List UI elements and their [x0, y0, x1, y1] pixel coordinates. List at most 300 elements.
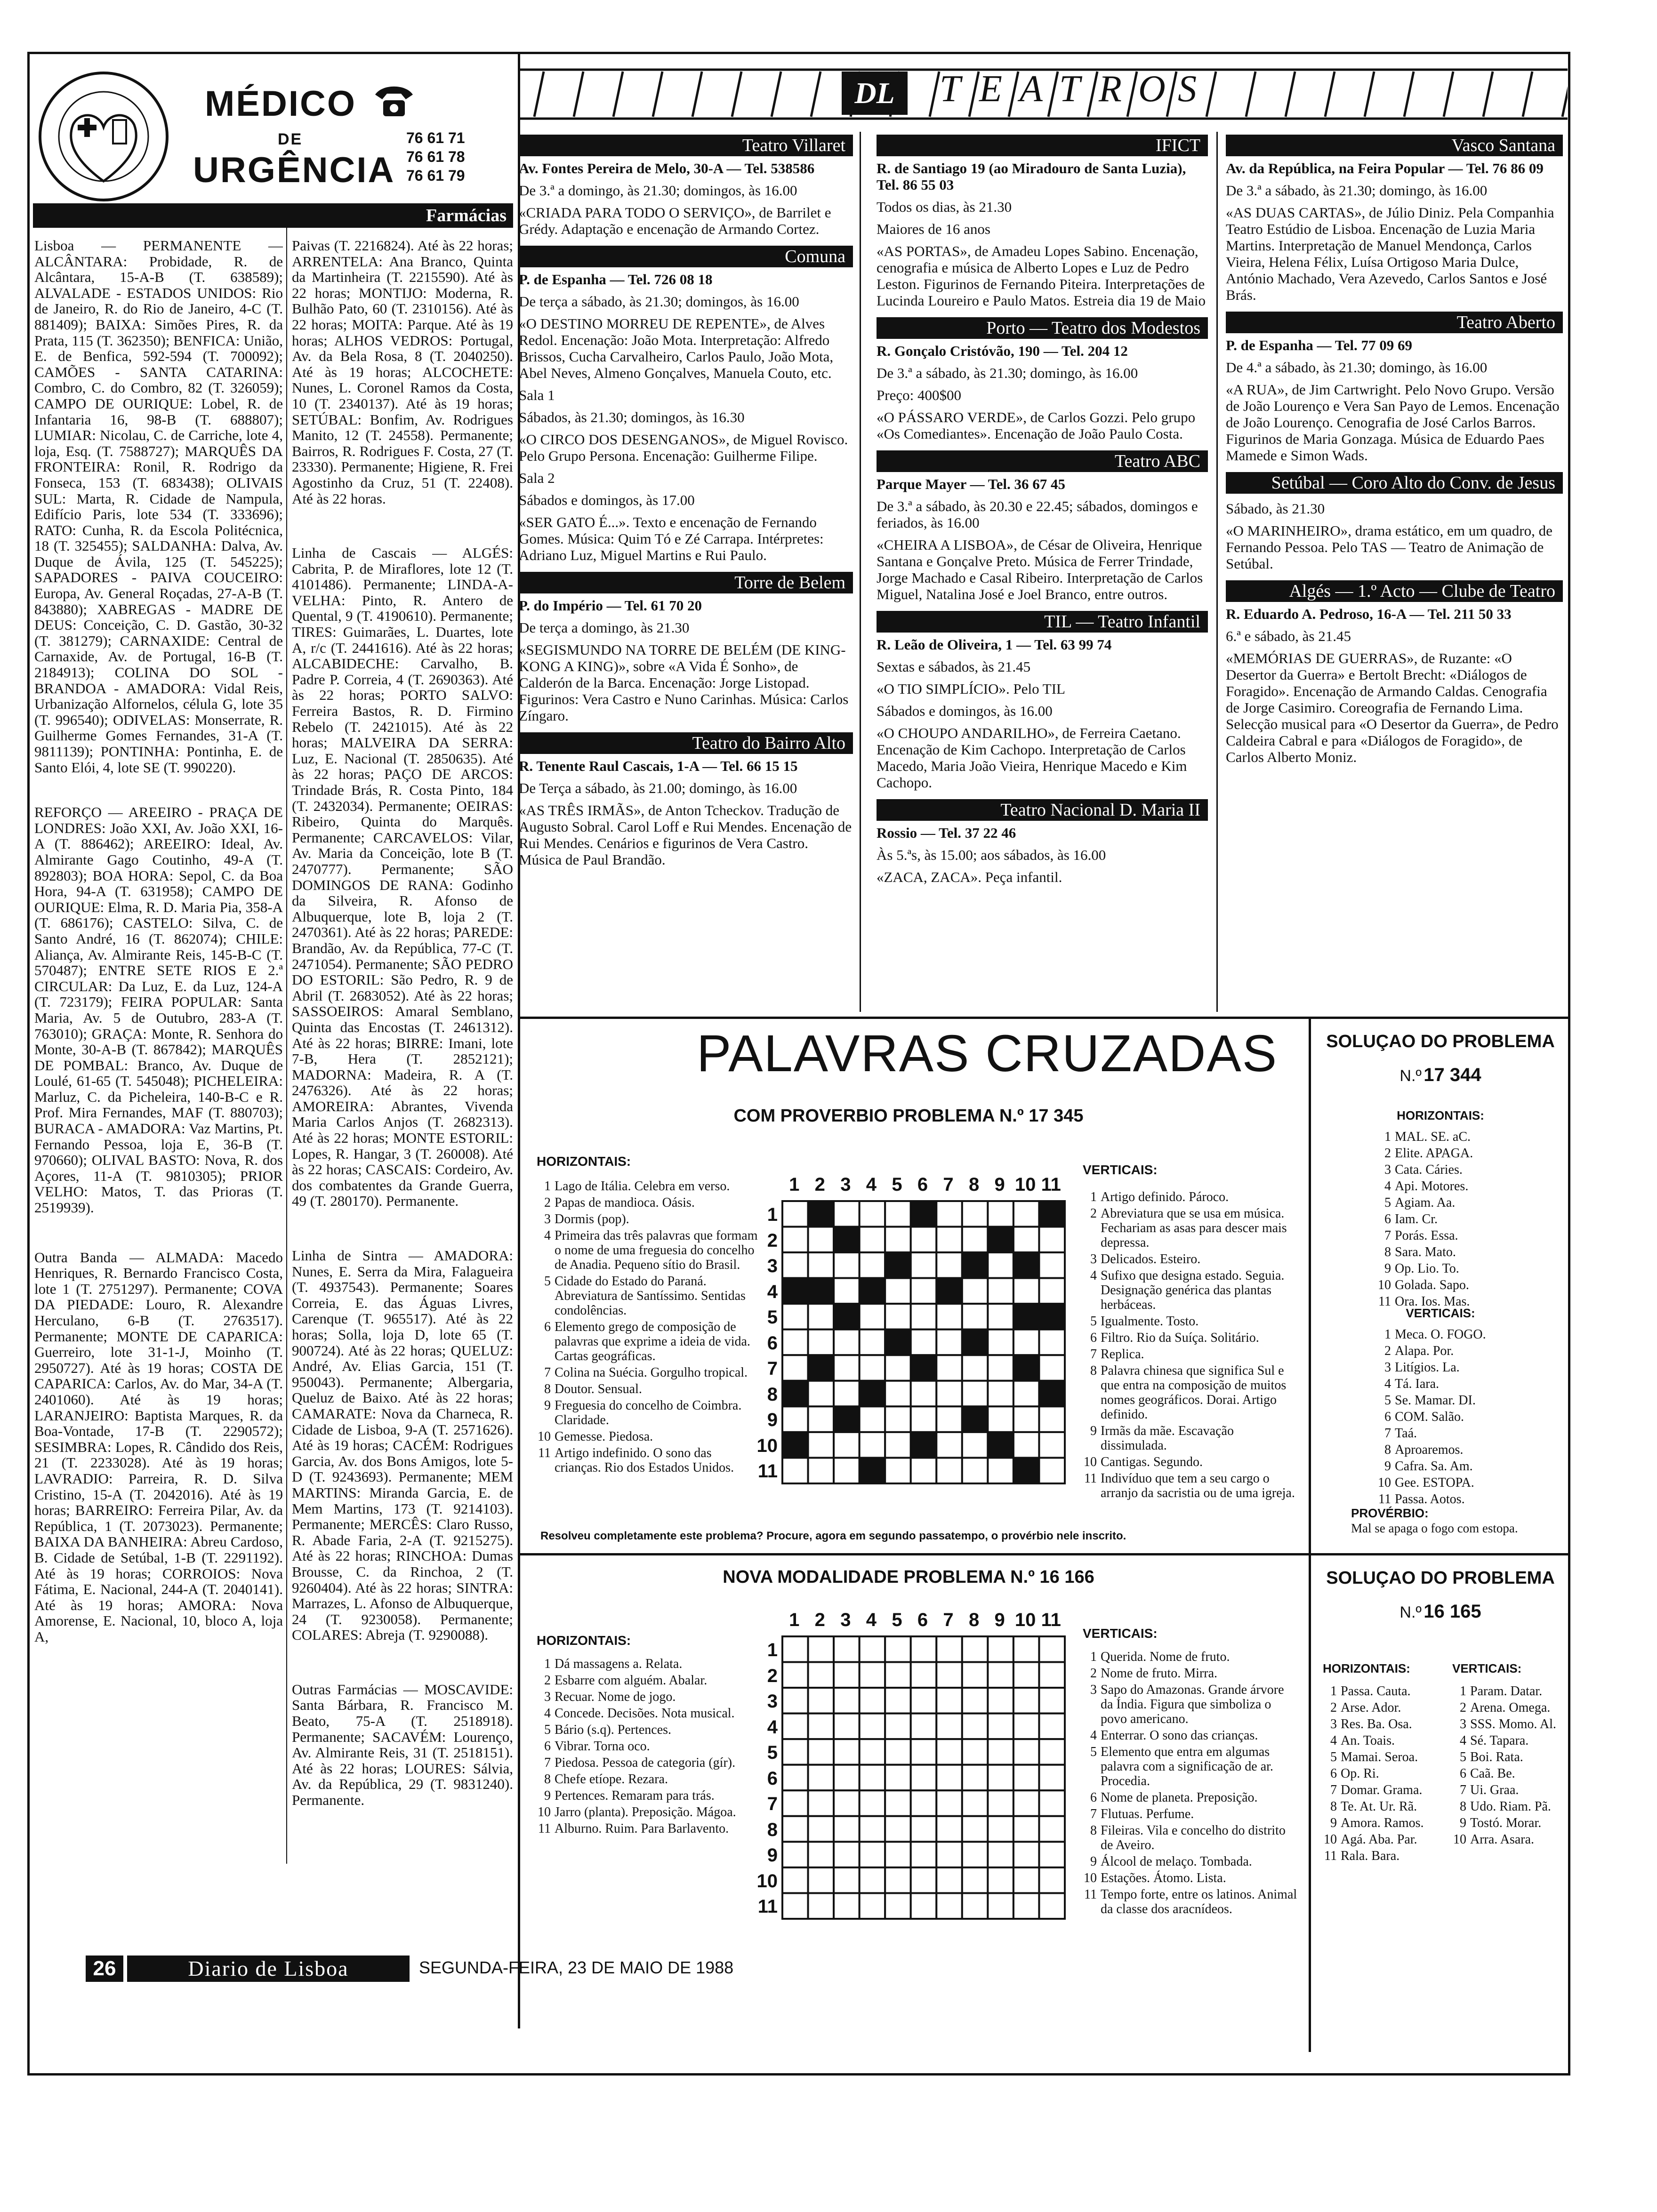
grid-cell[interactable]	[911, 1252, 937, 1278]
clue-text: Iam. Cr.	[1395, 1212, 1438, 1226]
grid-cell[interactable]	[834, 1252, 860, 1278]
grid-cell[interactable]	[1014, 1816, 1039, 1842]
grid-cell-black[interactable]	[860, 1278, 885, 1304]
grid-cell[interactable]	[808, 1458, 834, 1483]
grid-cell[interactable]	[936, 1381, 962, 1407]
grid-cell[interactable]	[936, 1688, 962, 1714]
grid-cell[interactable]	[988, 1252, 1014, 1278]
grid-cell-black[interactable]	[834, 1304, 860, 1330]
grid-cell[interactable]	[936, 1406, 962, 1432]
grid-cell[interactable]	[1039, 1636, 1065, 1662]
grid-cell[interactable]	[1014, 1688, 1039, 1714]
grid-cell-black[interactable]	[962, 1252, 988, 1278]
grid-cell[interactable]	[936, 1330, 962, 1355]
grid-cell[interactable]	[808, 1662, 834, 1688]
clue-item	[537, 1755, 753, 1770]
grid-cell[interactable]	[860, 1355, 885, 1381]
grid-cell[interactable]	[834, 1458, 860, 1483]
grid-cell[interactable]	[834, 1662, 860, 1688]
clue-text: Querida. Nome de fruto.	[1101, 1650, 1230, 1664]
grid-cell[interactable]	[962, 1304, 988, 1330]
grid-cell[interactable]	[1039, 1662, 1065, 1688]
grid-cell[interactable]	[936, 1458, 962, 1483]
grid-cell[interactable]	[808, 1842, 834, 1867]
grid-cell[interactable]	[988, 1893, 1014, 1919]
grid-cell[interactable]	[834, 1816, 860, 1842]
grid-cell-black[interactable]	[782, 1381, 808, 1407]
grid-cell[interactable]	[911, 1381, 937, 1407]
clue-item	[1083, 1871, 1299, 1885]
grid-cell[interactable]	[834, 1739, 860, 1765]
grid-cell-black[interactable]	[1014, 1252, 1039, 1278]
grid-cell[interactable]	[1014, 1636, 1039, 1662]
grid-cell-black[interactable]	[988, 1432, 1014, 1458]
grid-cell[interactable]	[1014, 1739, 1039, 1765]
grid-cell[interactable]	[1039, 1227, 1065, 1253]
grid-cell[interactable]	[782, 1662, 808, 1688]
grid-cell[interactable]	[1039, 1714, 1065, 1739]
grid-cell[interactable]	[834, 1381, 860, 1407]
grid-cell[interactable]	[936, 1252, 962, 1278]
medico-phones	[406, 128, 465, 185]
grid-cell[interactable]	[834, 1842, 860, 1867]
grid-cell[interactable]	[782, 1739, 808, 1765]
grid-cell[interactable]	[936, 1714, 962, 1739]
grid-cell[interactable]	[962, 1867, 988, 1893]
grid-cell[interactable]	[782, 1330, 808, 1355]
grid-cell-black[interactable]	[1039, 1201, 1065, 1227]
grid-cell[interactable]	[808, 1330, 834, 1355]
grid-cell-black[interactable]	[1014, 1458, 1039, 1483]
clue-text: Api. Motores.	[1395, 1179, 1469, 1194]
grid-cell[interactable]	[808, 1252, 834, 1278]
grid-cell-black[interactable]	[834, 1227, 860, 1253]
clue-number: 1	[544, 1179, 551, 1194]
grid-cell[interactable]	[936, 1739, 962, 1765]
grid-cell[interactable]	[885, 1406, 911, 1432]
grid-cell[interactable]	[911, 1816, 937, 1842]
grid-cell[interactable]	[962, 1893, 988, 1919]
clue-item	[1083, 1455, 1299, 1469]
clue-item	[1083, 1190, 1299, 1204]
grid-cell[interactable]	[782, 1227, 808, 1253]
grid-cell[interactable]	[885, 1714, 911, 1739]
solution-number-2	[1313, 1601, 1568, 1622]
grid-cell[interactable]	[1014, 1227, 1039, 1253]
grid1-row-numbers	[753, 1200, 781, 1485]
grid-cell[interactable]	[1039, 1893, 1065, 1919]
grid-cell[interactable]	[962, 1790, 988, 1816]
grid-cell[interactable]	[1039, 1355, 1065, 1381]
grid-cell[interactable]	[885, 1458, 911, 1483]
grid-cell[interactable]	[1039, 1688, 1065, 1714]
medico-de: DE	[278, 130, 303, 148]
theatre-info: Sextas e sábados, às 21.45	[877, 658, 1031, 675]
grid-cell[interactable]	[782, 1636, 808, 1662]
grid-cell[interactable]	[1014, 1406, 1039, 1432]
grid-cell[interactable]	[1039, 1432, 1065, 1458]
grid-cell[interactable]	[885, 1304, 911, 1330]
grid-cell-black[interactable]	[1039, 1381, 1065, 1407]
grid-cell[interactable]	[808, 1636, 834, 1662]
grid-cell[interactable]	[936, 1662, 962, 1688]
grid-cell[interactable]	[860, 1842, 885, 1867]
grid-cell[interactable]	[860, 1406, 885, 1432]
grid-cell[interactable]	[936, 1842, 962, 1867]
grid-cell[interactable]	[962, 1662, 988, 1688]
clue-number: 10	[1378, 1278, 1391, 1292]
clue-number: 7	[1384, 1426, 1391, 1441]
theatre-address: Parque Mayer — Tel. 36 67 45	[877, 476, 1065, 492]
grid-cell[interactable]	[834, 1330, 860, 1355]
grid-cell[interactable]	[988, 1406, 1014, 1432]
grid-cell[interactable]	[962, 1842, 988, 1867]
grid-cell[interactable]	[1039, 1278, 1065, 1304]
grid-cell[interactable]	[1014, 1765, 1039, 1791]
grid-cell[interactable]	[936, 1867, 962, 1893]
grid-cell[interactable]	[808, 1381, 834, 1407]
grid-cell[interactable]	[1039, 1330, 1065, 1355]
clue-item	[1083, 1363, 1299, 1422]
grid-cell-black[interactable]	[988, 1227, 1014, 1253]
grid-cell[interactable]	[860, 1662, 885, 1688]
grid-cell[interactable]	[808, 1739, 834, 1765]
grid-cell[interactable]	[962, 1636, 988, 1662]
grid-cell[interactable]	[988, 1304, 1014, 1330]
grid-cell[interactable]	[962, 1278, 988, 1304]
clue-text: Papas de mandioca. Oásis.	[555, 1195, 695, 1210]
grid-cell[interactable]	[834, 1790, 860, 1816]
grid-cell[interactable]	[962, 1432, 988, 1458]
grid-cell[interactable]	[782, 1304, 808, 1330]
clue-number: 6	[1330, 1766, 1337, 1781]
clue-number: 2	[1384, 1344, 1391, 1358]
grid-cell[interactable]	[962, 1201, 988, 1227]
clue-item	[537, 1365, 758, 1380]
grid-cell-black[interactable]	[860, 1458, 885, 1483]
clue-number: 5	[1384, 1393, 1391, 1408]
grid-cell[interactable]	[808, 1714, 834, 1739]
grid-cell[interactable]	[860, 1688, 885, 1714]
clue-number: 9	[1090, 1854, 1097, 1869]
grid-cell[interactable]	[936, 1432, 962, 1458]
clue-text: Pertences. Remaram para trás.	[555, 1788, 715, 1803]
grid-cell[interactable]	[962, 1355, 988, 1381]
grid-cell[interactable]	[860, 1432, 885, 1458]
grid-cell[interactable]	[834, 1893, 860, 1919]
grid-cell[interactable]	[936, 1201, 962, 1227]
grid-cell[interactable]	[988, 1330, 1014, 1355]
grid-cell[interactable]	[860, 1739, 885, 1765]
grid-cell[interactable]	[962, 1714, 988, 1739]
grid-cell[interactable]	[988, 1739, 1014, 1765]
horizontais-label: HORIZONTAIS:	[537, 1154, 631, 1169]
grid-cell[interactable]	[962, 1739, 988, 1765]
grid-cell[interactable]	[962, 1688, 988, 1714]
grid-cell-black[interactable]	[860, 1381, 885, 1407]
grid-cell[interactable]	[988, 1688, 1014, 1714]
grid-cell[interactable]	[936, 1355, 962, 1381]
clue-text: Replica.	[1101, 1347, 1144, 1362]
grid-cell-black[interactable]	[1014, 1304, 1039, 1330]
pharmacy-cascais: Linha de Cascais — ALGÉS: Cabrita, P. de Miraflores, lote 12 (T. 4101486). Permanente; LINDA-A-VELHA: Pinto, R. Antero de Quental, 9 (T. 4190610). Permanente; TIRES: Guimarães, L. Duartes, lote A, r/c (T. 2441616). Até às 22 horas; ALCABIDECHE: Carvalho, B. Padre P. Correia, 4 (T. 2690363). Até às 22 horas; PORTO SALVO: Ferreira Bastos, R. D. Firmino Rebelo (T. 2421015). Até às 22 horas; MALVEIRA DA SERRA: Luz, E. Nacional (T. 2850635). Até às 22 horas; PAÇO DE ARCOS: Trindade Brás, R. Costa Pinto, 184 (T. 2432034). Permanente; OEIRAS: Ribeiro, Quinta do Marquês. Permanente; CARCAVELOS: Vilar, Av. Maria da Conceição, lote B (T. 2470777). Permanente; SÃO DOMINGOS DE RANA: Godinho da Silveira, R. Afonso de Albuquerque, lote B, loja 2 (T. 2470361). Até às 22 horas; PAREDE: Brandão, Av. da República, 77-C (T. 2471054). Permanente; SÃO PEDRO DO ESTORIL: São Pedro, R. 9 de Abril (T. 2683052). Até às 22 horas; SASSOEIROS: Amaral Semblano, Quinta das Encostas (T. 2461312). Até às 22 horas; BIRRE: Imani, lote 7-B, Hera (T. 2852121); MADORNA: Madeira, R. A (T. 2476326). Até às 22 horas; AMOREIRA: Abrantes, Vivenda Maria Carlos Anjos (T. 2682313). Até às 22 horas; MONTE ESTORIL: Lopes, R. Hangar, 3 (T. 260008). Até às 22 horas; CASCAIS: Cordeiro, Av. dos combatentes da Grande Guerra, 49 (T. 280170). Permanente.	[292, 545, 513, 1210]
grid-cell[interactable]	[885, 1278, 911, 1304]
grid-cell-black[interactable]	[1014, 1355, 1039, 1381]
grid-cell[interactable]	[808, 1227, 834, 1253]
grid-cell[interactable]	[885, 1867, 911, 1893]
grid-cell[interactable]	[808, 1406, 834, 1432]
grid-cell[interactable]	[860, 1816, 885, 1842]
grid-cell[interactable]	[962, 1458, 988, 1483]
grid-cell[interactable]	[1014, 1381, 1039, 1407]
theatre-info: «O MARINHEIRO», drama estático, em um quadro, de Fernando Pessoa. Pelo TAS — Teatro de Animação de Setúbal.	[1226, 522, 1552, 572]
grid-cell-black[interactable]	[911, 1432, 937, 1458]
grid-cell-black[interactable]	[834, 1406, 860, 1432]
masthead: Diario de Lisboa	[127, 1956, 410, 1982]
grid-cell-black[interactable]	[808, 1355, 834, 1381]
grid-cell[interactable]	[1014, 1714, 1039, 1739]
grid-cell-black[interactable]	[885, 1330, 911, 1355]
clue-number: 10	[1324, 1832, 1337, 1847]
grid-cell[interactable]	[834, 1867, 860, 1893]
grid-cell[interactable]	[911, 1227, 937, 1253]
grid-cell[interactable]	[911, 1714, 937, 1739]
grid-cell[interactable]	[988, 1816, 1014, 1842]
grid-cell[interactable]	[808, 1765, 834, 1791]
grid-cell[interactable]	[808, 1816, 834, 1842]
grid-cell[interactable]	[834, 1278, 860, 1304]
grid-cell[interactable]	[834, 1765, 860, 1791]
section-rule	[518, 1017, 1570, 1019]
clue-text: Caã. Be.	[1470, 1766, 1515, 1781]
grid-cell[interactable]	[1039, 1739, 1065, 1765]
grid-cell[interactable]	[936, 1304, 962, 1330]
grid-cell[interactable]	[834, 1714, 860, 1739]
grid-cell[interactable]	[885, 1432, 911, 1458]
clue-text: Agá. Aba. Par.	[1341, 1832, 1417, 1847]
grid-cell[interactable]	[988, 1765, 1014, 1791]
grid-cell[interactable]	[885, 1790, 911, 1816]
grid-cell[interactable]	[911, 1278, 937, 1304]
grid-cell[interactable]	[1014, 1842, 1039, 1867]
grid-cell[interactable]	[834, 1201, 860, 1227]
grid-cell[interactable]	[885, 1636, 911, 1662]
grid-cell-black[interactable]	[1039, 1304, 1065, 1330]
grid-cell[interactable]	[1039, 1458, 1065, 1483]
grid-cell-black[interactable]	[962, 1330, 988, 1355]
grid-cell[interactable]	[988, 1636, 1014, 1662]
grid-cell[interactable]	[1014, 1893, 1039, 1919]
grid-cell[interactable]	[885, 1227, 911, 1253]
grid-cell-black[interactable]	[911, 1201, 937, 1227]
grid-cell[interactable]	[860, 1201, 885, 1227]
row-number: 5	[767, 1307, 778, 1328]
grid-cell[interactable]	[936, 1790, 962, 1816]
clue-text: Jarro (planta). Preposição. Mágoa.	[555, 1805, 736, 1819]
clue-text: Piedosa. Pessoa de categoria (gír).	[555, 1755, 736, 1770]
grid-cell[interactable]	[860, 1714, 885, 1739]
grid-cell[interactable]	[834, 1432, 860, 1458]
grid-cell[interactable]	[936, 1227, 962, 1253]
grid-cell[interactable]	[782, 1688, 808, 1714]
grid-cell[interactable]	[962, 1816, 988, 1842]
grid-cell[interactable]	[860, 1304, 885, 1330]
grid-cell[interactable]	[988, 1355, 1014, 1381]
grid-cell-black[interactable]	[911, 1355, 937, 1381]
grid-cell[interactable]	[808, 1893, 834, 1919]
grid-cell-black[interactable]	[782, 1278, 808, 1304]
grid-cell[interactable]	[911, 1867, 937, 1893]
grid-cell[interactable]	[808, 1688, 834, 1714]
clue-number: 11	[1084, 1471, 1097, 1486]
grid-cell[interactable]	[782, 1714, 808, 1739]
number-value: 17 344	[1424, 1065, 1481, 1085]
grid-cell[interactable]	[808, 1432, 834, 1458]
clue-item	[537, 1446, 758, 1475]
grid-cell[interactable]	[834, 1636, 860, 1662]
grid-cell[interactable]	[808, 1867, 834, 1893]
grid-cell[interactable]	[1039, 1765, 1065, 1791]
clue-number: 5	[1090, 1314, 1097, 1329]
grid-cell[interactable]	[860, 1893, 885, 1919]
grid-cell[interactable]	[1014, 1790, 1039, 1816]
grid-cell[interactable]	[962, 1765, 988, 1791]
grid-cell[interactable]	[860, 1636, 885, 1662]
grid-cell[interactable]	[1014, 1201, 1039, 1227]
grid-cell[interactable]	[782, 1867, 808, 1893]
grid-cell[interactable]	[911, 1662, 937, 1688]
grid-cell-black[interactable]	[936, 1278, 962, 1304]
grid-cell[interactable]	[782, 1842, 808, 1867]
grid-cell[interactable]	[885, 1765, 911, 1791]
verticais-label-2: VERTICAIS:	[1083, 1626, 1158, 1641]
grid-cell[interactable]	[782, 1406, 808, 1432]
medico-urgencia: URGÊNCIA	[193, 150, 395, 190]
grid-cell[interactable]	[988, 1381, 1014, 1407]
column-rule	[1309, 1017, 1311, 2052]
grid-cell[interactable]	[885, 1842, 911, 1867]
grid-cell[interactable]	[988, 1842, 1014, 1867]
grid-cell-black[interactable]	[782, 1432, 808, 1458]
grid-cell[interactable]	[860, 1790, 885, 1816]
column-number: 8	[968, 1174, 980, 1195]
grid-cell[interactable]	[834, 1688, 860, 1714]
grid-cell[interactable]	[808, 1790, 834, 1816]
grid-cell[interactable]	[860, 1765, 885, 1791]
grid-cell[interactable]	[1014, 1432, 1039, 1458]
banner-slash	[653, 72, 662, 117]
grid-cell[interactable]	[911, 1330, 937, 1355]
grid-cell[interactable]	[1039, 1816, 1065, 1842]
banner-letter: T	[1059, 68, 1080, 110]
clue-item	[1377, 1344, 1556, 1358]
grid-cell[interactable]	[885, 1201, 911, 1227]
grid-cell[interactable]	[911, 1842, 937, 1867]
grid-cell[interactable]	[885, 1662, 911, 1688]
grid-cell[interactable]	[988, 1662, 1014, 1688]
theatre-info: Sábados e domingos, às 17.00	[519, 492, 695, 508]
grid-cell[interactable]	[911, 1458, 937, 1483]
grid-cell[interactable]	[911, 1893, 937, 1919]
grid-cell[interactable]	[911, 1636, 937, 1662]
grid-cell[interactable]	[885, 1355, 911, 1381]
grid-cell[interactable]	[860, 1330, 885, 1355]
grid-cell[interactable]	[1039, 1406, 1065, 1432]
theatre-info: «SER GATO É...». Texto e encenação de Fernando Gomes. Música: Quim Tó e Zé Carrapa. Intérpretes: Adriano Luz, Miguel Martins e Rui Paulo.	[519, 514, 824, 563]
clue-item	[1323, 1832, 1445, 1847]
grid-cell[interactable]	[988, 1458, 1014, 1483]
grid-cell[interactable]	[911, 1406, 937, 1432]
grid-cell[interactable]	[988, 1790, 1014, 1816]
grid-cell[interactable]	[911, 1739, 937, 1765]
clue-item	[1083, 1745, 1299, 1788]
grid-cell[interactable]	[782, 1765, 808, 1791]
grid-cell[interactable]	[1014, 1278, 1039, 1304]
grid-cell-black[interactable]	[885, 1252, 911, 1278]
grid-cell[interactable]	[1014, 1867, 1039, 1893]
grid-cell[interactable]	[988, 1278, 1014, 1304]
grid-cell[interactable]	[1014, 1662, 1039, 1688]
grid-cell[interactable]	[936, 1636, 962, 1662]
grid-cell[interactable]	[782, 1790, 808, 1816]
grid-cell[interactable]	[782, 1252, 808, 1278]
grid-cell[interactable]	[936, 1893, 962, 1919]
grid-cell[interactable]	[936, 1765, 962, 1791]
grid-cell[interactable]	[988, 1867, 1014, 1893]
grid-cell[interactable]	[782, 1816, 808, 1842]
grid-cell[interactable]	[911, 1765, 937, 1791]
grid-cell[interactable]	[808, 1304, 834, 1330]
grid-cell[interactable]	[1014, 1330, 1039, 1355]
grid-cell[interactable]	[911, 1688, 937, 1714]
grid-cell[interactable]	[885, 1893, 911, 1919]
banner-letter: A	[1020, 68, 1043, 110]
grid-cell[interactable]	[1039, 1867, 1065, 1893]
grid-cell[interactable]	[885, 1816, 911, 1842]
grid-cell[interactable]	[911, 1304, 937, 1330]
clue-text: An. Toais.	[1341, 1733, 1395, 1748]
grid-cell[interactable]	[834, 1355, 860, 1381]
grid-cell-black[interactable]	[808, 1201, 834, 1227]
grid-cell[interactable]	[1039, 1790, 1065, 1816]
grid-cell-black[interactable]	[808, 1278, 834, 1304]
clue-item	[1377, 1360, 1556, 1375]
clue-text: Freguesia do concelho de Coimbra. Claridade.	[555, 1398, 742, 1427]
grid-cell[interactable]	[782, 1893, 808, 1919]
grid-cell[interactable]	[860, 1227, 885, 1253]
grid-cell[interactable]	[1039, 1842, 1065, 1867]
clue-item	[537, 1382, 758, 1396]
grid-cell[interactable]	[911, 1790, 937, 1816]
grid-cell[interactable]	[962, 1227, 988, 1253]
grid-cell[interactable]	[1039, 1252, 1065, 1278]
grid-cell[interactable]	[885, 1688, 911, 1714]
grid-cell[interactable]	[860, 1252, 885, 1278]
grid-cell[interactable]	[962, 1381, 988, 1407]
grid-cell[interactable]	[782, 1355, 808, 1381]
clue-text: Udo. Riam. Pã.	[1470, 1799, 1551, 1814]
grid-cell[interactable]	[885, 1381, 911, 1407]
grid-cell[interactable]	[988, 1201, 1014, 1227]
grid-cell[interactable]	[782, 1458, 808, 1483]
grid-cell[interactable]	[936, 1816, 962, 1842]
grid-cell[interactable]	[782, 1201, 808, 1227]
clue-item	[1452, 1717, 1565, 1731]
grid-cell[interactable]	[988, 1714, 1014, 1739]
grid-cell-black[interactable]	[962, 1406, 988, 1432]
grid-cell[interactable]	[885, 1739, 911, 1765]
grid-cell[interactable]	[860, 1867, 885, 1893]
